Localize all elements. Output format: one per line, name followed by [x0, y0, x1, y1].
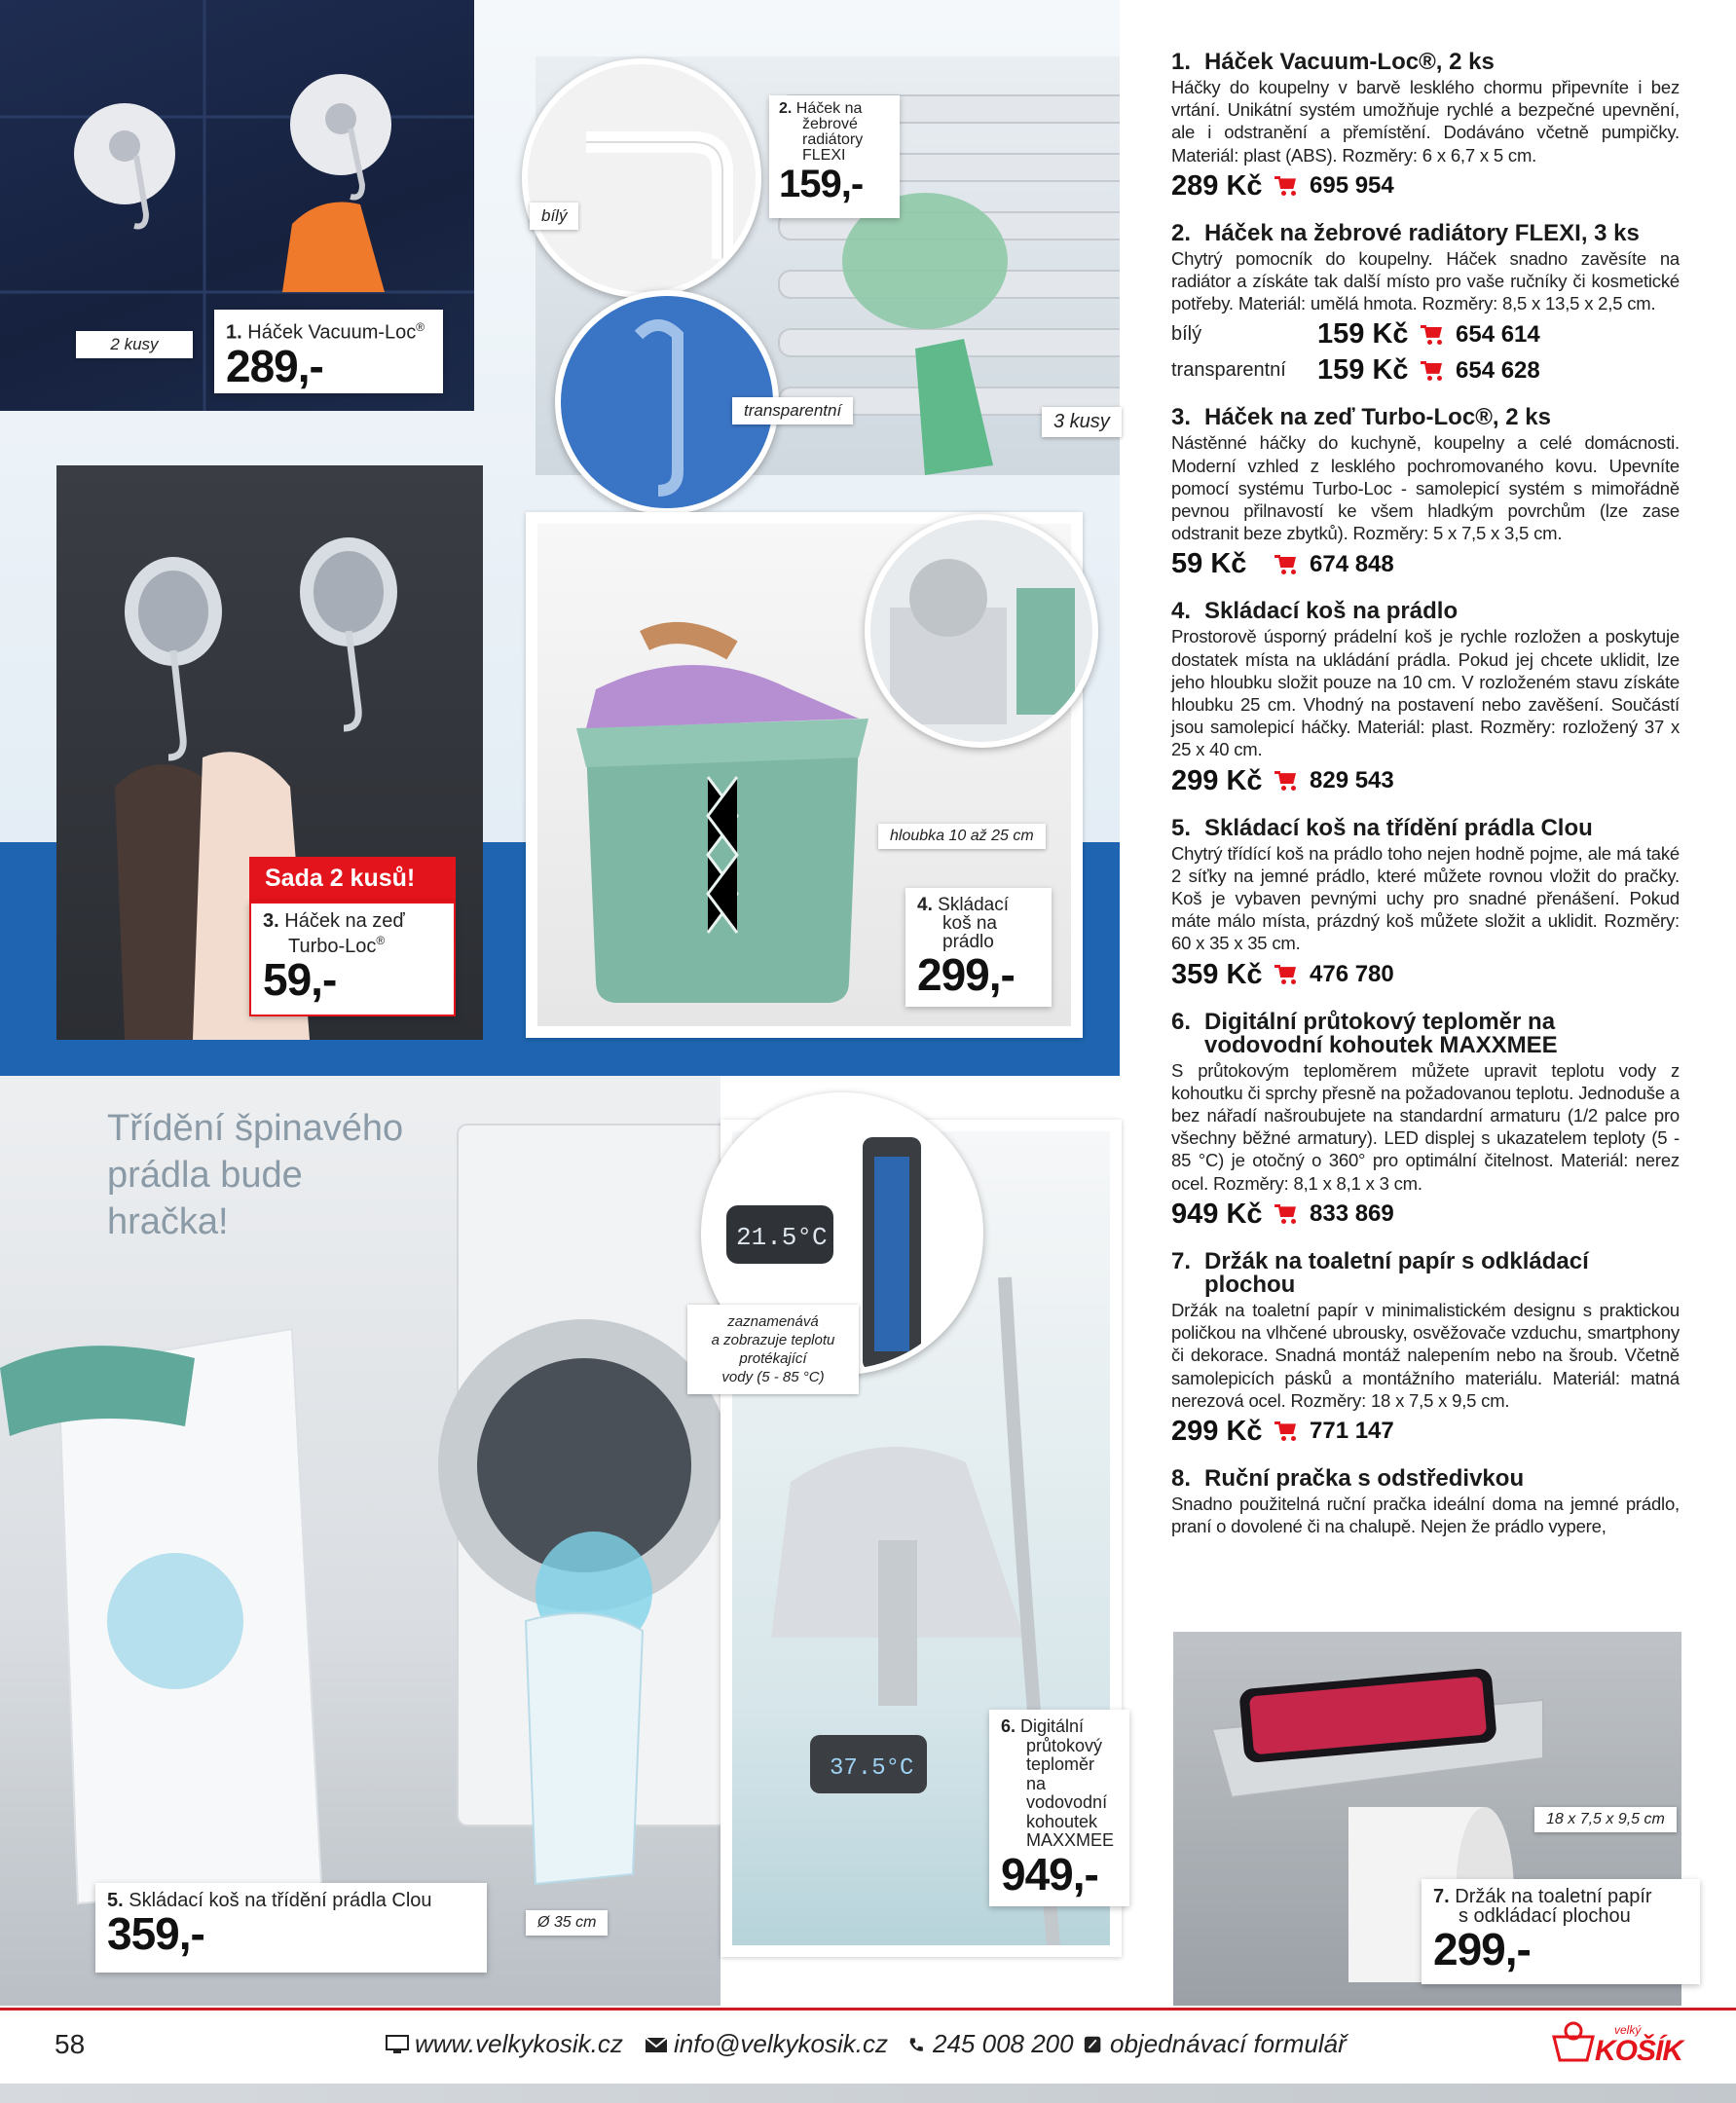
callout-name-line: Skládací: [938, 895, 1010, 915]
product-description: Nástěnné háčky do kuchyně, koupelny a celé domácnosti. Moderní vzhled z lesklého pochromovaného kovu. Upevníte pomocí systému Turbo-Loc - samolepicí systém s mimořádně pevnou přilnavostí ke všem hladkým povrchům (lze zase odstranit beze zbytků). Rozměry: 5 x 7,5 x 3,5 cm.: [1171, 432, 1680, 544]
callout-sup: ®: [416, 320, 425, 334]
price-callout-5: [95, 1883, 487, 1973]
product-number: 7.: [1171, 1247, 1192, 1274]
tag-depth: hloubka 10 až 25 cm: [878, 824, 1046, 849]
product-number: 4.: [1171, 598, 1192, 625]
product-description: Prostorově úsporný prádelní koš je rychle rozložen a poskytuje dostatek místa na ukládání prádla. Pokud jej chcete uklidit, lze jeho hloubku složit pouze na 10 cm. V rozloženém stavu získáte hloubku 25 cm. Vhodný na postavení nebo zavěšení. Součástí jsou samolepicí háčky. Materiál: plast. Rozměry: rozložený 37 x 25 x 40 cm.: [1171, 626, 1680, 760]
product-title-text: Skládací koš na prádlo: [1204, 598, 1459, 625]
price-callout-3: [249, 902, 456, 1016]
variant-label: transparentní: [1171, 359, 1286, 382]
tag-size: 18 x 7,5 x 9,5 cm: [1534, 1807, 1677, 1832]
logo-big-text: KOŠÍK: [1595, 2035, 1683, 2067]
page-number: 58: [55, 2029, 86, 2059]
product-title: [1171, 814, 1680, 841]
callout-num: 3.: [263, 910, 279, 932]
callout-price: 359,-: [107, 1908, 204, 1959]
callout-price: 949,-: [1001, 1848, 1098, 1900]
velky-kosik-logo[interactable]: [1550, 2021, 1683, 2068]
tag-diameter: Ø 35 cm: [526, 1910, 608, 1936]
callout-name-line: žebrové: [802, 116, 858, 132]
phone-icon: [907, 2035, 927, 2054]
price-line: [1171, 1199, 1680, 1231]
footer-order-form[interactable]: [1083, 2029, 1347, 2059]
product-number: 6.: [1171, 1008, 1192, 1035]
headline-line: Třídění špinavého: [107, 1108, 404, 1149]
product-title-text: Skládací koš na třídění prádla Clou: [1204, 814, 1593, 841]
product-price: 299 Kč: [1171, 764, 1263, 796]
monitor-icon: [386, 2035, 409, 2054]
thermometer-display-text: 21.5°C: [736, 1223, 828, 1252]
product-item: [1171, 51, 1680, 203]
headline-line: prádla bude: [107, 1155, 303, 1196]
product-item: [1171, 600, 1680, 796]
callout-num: 4.: [917, 895, 933, 915]
footer-order-form-text: objednávací formulář: [1110, 2029, 1347, 2058]
cart-icon[interactable]: [1274, 1421, 1300, 1441]
product-price: 159 Kč: [1317, 318, 1409, 350]
price-line: [1171, 548, 1680, 580]
callout-sup: ®: [376, 934, 386, 947]
laundry-headline: [107, 1105, 403, 1245]
cart-icon[interactable]: [1421, 361, 1446, 381]
product-price: 359 Kč: [1171, 958, 1263, 990]
product-item: [1171, 814, 1680, 991]
price-callout-6: [989, 1710, 1129, 1906]
price-line: [1171, 1416, 1680, 1448]
price-line: [1171, 959, 1680, 991]
price-line: [1171, 354, 1680, 387]
product-title: [1171, 51, 1680, 74]
product-description: Držák na toaletní papír v minimalistickém designu s praktickou poličkou na vlhčené ubrousky, osvěžovače vzduchu, smartphony či dekorace. Snadná montáž nalepením nebo na šroub. Včetně samolepicích pásků a montážního materiálu. Materiál: matná nerezová ocel. Rozměry: 18 x 7,5 x 9,5 cm.: [1171, 1299, 1680, 1411]
footer-web-text: www.velkykosik.cz: [415, 2029, 623, 2058]
variant-label: bílý: [1171, 323, 1202, 346]
basket-logo-icon: [1550, 2021, 1599, 2064]
callout-name: Skládací koš na třídění prádla Clou: [129, 1890, 432, 1911]
callout-num: 1.: [226, 321, 242, 344]
order-code: 674 848: [1310, 550, 1394, 577]
callout-price: 159,-: [779, 163, 864, 205]
product-price: 59 Kč: [1171, 548, 1247, 580]
callout-price: 299,-: [1433, 1924, 1531, 1974]
price-line: [1171, 765, 1680, 797]
callout-name-line: na: [1026, 1773, 1047, 1793]
callout-name-line: vodovodní: [1026, 1792, 1108, 1812]
product-title: [1171, 219, 1680, 246]
tag-transparent-variant: transparentní: [732, 397, 853, 424]
footer-email-text: info@velkykosik.cz: [674, 2029, 889, 2058]
callout-name-line: Turbo-Loc: [288, 935, 377, 957]
callout-num: 2.: [779, 100, 793, 117]
footer-phone-text: 245 008 200: [933, 2029, 1074, 2058]
callout-num: 5.: [107, 1890, 124, 1911]
product-price: 289 Kč: [1171, 169, 1263, 202]
product-title: [1171, 1247, 1680, 1298]
footer-email[interactable]: [645, 2029, 888, 2059]
product-number: 2.: [1171, 219, 1192, 246]
callout-name-line: Digitální: [1020, 1716, 1085, 1736]
product-title-text: Háček Vacuum-Loc®, 2 ks: [1204, 49, 1495, 75]
tag-display-line: a zobrazuje teplotu: [711, 1332, 835, 1348]
callout-name-line: Háček na: [795, 100, 863, 117]
product-number: 1.: [1171, 49, 1192, 75]
callout-name-line: kohoutek: [1026, 1811, 1098, 1831]
product-number: 5.: [1171, 814, 1192, 841]
product-item: [1171, 1008, 1680, 1231]
product-title-text: Držák na toaletní papír s odkládací plochou: [1204, 1247, 1589, 1298]
callout-name-line: Držák na toaletní papír: [1455, 1886, 1652, 1907]
price-callout-4: [905, 888, 1052, 1007]
price-line: [1171, 170, 1680, 203]
footer-rule: [0, 2008, 1736, 2011]
callout-name-line: koš na: [942, 913, 997, 934]
tag-display-line: protékající: [739, 1350, 807, 1367]
product-title-text: Háček na zeď Turbo-Loc®, 2 ks: [1204, 404, 1551, 431]
order-code: 654 628: [1456, 356, 1540, 384]
product-title-text: Digitální průtokový teploměr na vodovodní kohoutek MAXXMEE: [1204, 1008, 1558, 1058]
set-badge: Sada 2 kusů!: [249, 857, 456, 902]
product-item: [1171, 219, 1680, 387]
cart-icon[interactable]: [1274, 771, 1300, 791]
product-title: [1171, 1008, 1680, 1058]
callout-name-line: radiátory: [802, 131, 864, 148]
product-description: Snadno použitelná ruční pračka ideální doma na jemné prádlo, praní o dovolené či na chalupě. Nejen že prádlo vypere,: [1171, 1493, 1680, 1537]
detail-circle-basket-hanging: [865, 514, 1098, 748]
callout-price: 59,-: [263, 953, 337, 1005]
cart-icon[interactable]: [1421, 325, 1446, 345]
headline-line: hračka!: [107, 1201, 229, 1242]
tag-display-line: zaznamenává: [727, 1313, 819, 1330]
product-descriptions: [1171, 51, 1680, 1557]
cart-icon[interactable]: [1274, 1204, 1300, 1224]
product-item: [1171, 1247, 1680, 1448]
product-title-text: Háček na žebrové radiátory FLEXI, 3 ks: [1204, 219, 1640, 246]
cart-icon[interactable]: [1274, 555, 1300, 574]
callout-price: 289,-: [226, 340, 323, 391]
order-code: 695 954: [1310, 172, 1394, 200]
callout-num: 7.: [1433, 1886, 1450, 1907]
order-code: 771 147: [1310, 1418, 1394, 1445]
callout-price: 299,-: [917, 949, 1015, 1000]
callout-num: 6.: [1001, 1716, 1016, 1736]
product-price: 159 Kč: [1317, 354, 1409, 387]
tag-white-variant: bílý: [530, 203, 578, 230]
tag-display-info: [687, 1305, 859, 1394]
price-callout-7: [1422, 1879, 1700, 1984]
product-number: 8.: [1171, 1464, 1192, 1492]
qty-tag-3-kusy: 3 kusy: [1042, 407, 1122, 437]
product-title-text: Ruční pračka s odstředivkou: [1204, 1464, 1525, 1492]
product-item: [1171, 1464, 1680, 1537]
next-page-strip: [0, 2084, 1736, 2103]
product-title: [1171, 406, 1680, 429]
tap-display-text: 37.5°C: [830, 1755, 914, 1782]
product-number: 3.: [1171, 404, 1192, 431]
callout-name-line: teploměr: [1026, 1754, 1095, 1774]
detail-circle-white-hook: [522, 58, 761, 298]
form-icon: [1083, 2035, 1104, 2054]
callout-name-line: prádlo: [942, 932, 994, 952]
product-item: [1171, 406, 1680, 580]
product-description: Háčky do koupelny v barvě lesklého chormu připevníte i bez vrtání. Unikátní systém umožňuje rychlé a bezpečné upevnění, ale i odstranění a přemístění. Dodáváno včetně pumpičky. Materiál: plast (ABS). Rozměry: 6 x 6,7 x 5 cm.: [1171, 77, 1680, 166]
order-code: 654 614: [1456, 320, 1540, 348]
product-title: [1171, 1464, 1680, 1492]
tag-display-line: vody (5 - 85 °C): [721, 1369, 825, 1385]
product-title: [1171, 600, 1680, 623]
order-code: 829 543: [1310, 767, 1394, 794]
callout-name: Háček Vacuum-Loc: [247, 321, 417, 344]
order-code: 833 869: [1310, 1200, 1394, 1228]
footer-phone[interactable]: [907, 2029, 1074, 2059]
footer: [0, 2029, 1736, 2068]
envelope-icon: [645, 2035, 668, 2054]
price-line: [1171, 318, 1680, 350]
footer-web[interactable]: [386, 2029, 623, 2059]
product-price: 949 Kč: [1171, 1198, 1263, 1230]
logo-small-text: velký: [1614, 2023, 1642, 2037]
callout-name-line: průtokový: [1026, 1735, 1103, 1755]
cart-icon[interactable]: [1274, 965, 1300, 984]
product-description: Chytrý třídící koš na prádlo toho nejen hodně pojme, ale má také 2 síťky na jemné prádlo, které můžete rovnou vložit do pračky. Koš je vybaven pevnými uchy pro snadné přenášení. Pokud máte málo místa, prázdný koš můžete složit a uklidit. Rozměry: 60 x 35 x 35 cm.: [1171, 842, 1680, 954]
price-callout-1: [214, 310, 443, 393]
price-callout-2: [769, 95, 900, 218]
product-description: S průtokovým teploměrem můžete upravit teplotu vody z kohoutku či sprchy přesně na požadovanou teplotu. Jednoduše a bez nářadí našroubujete na standardní armaturu (1/2 palce pro všechny běžné armatury). LED displej s ukazatelem teploty (5 - 85 °C) je otočný o 360° pro optimální čitelnost. Materiál: nerez ocel. Rozměry: 8,1 x 8,1 x 3 cm.: [1171, 1059, 1680, 1194]
callout-name-line: MAXXMEE: [1026, 1830, 1115, 1850]
qty-tag-2-kusy: 2 kusy: [76, 331, 193, 358]
cart-icon[interactable]: [1274, 176, 1300, 196]
callout-name-line: FLEXI: [802, 147, 846, 164]
callout-name-line: s odkládací plochou: [1459, 1905, 1631, 1927]
product-price: 299 Kč: [1171, 1415, 1263, 1447]
product-description: Chytrý pomocník do koupelny. Háček snadno zavěsíte na radiátor a získáte tak další místo pro vaše ručníky či kosmetické potřeby. Materiál: umělá hmota. Rozměry: 8,5 x 13,5 x 2,5 cm.: [1171, 247, 1680, 314]
callout-name-line: Háček na zeď: [284, 910, 405, 932]
order-code: 476 780: [1310, 961, 1394, 988]
